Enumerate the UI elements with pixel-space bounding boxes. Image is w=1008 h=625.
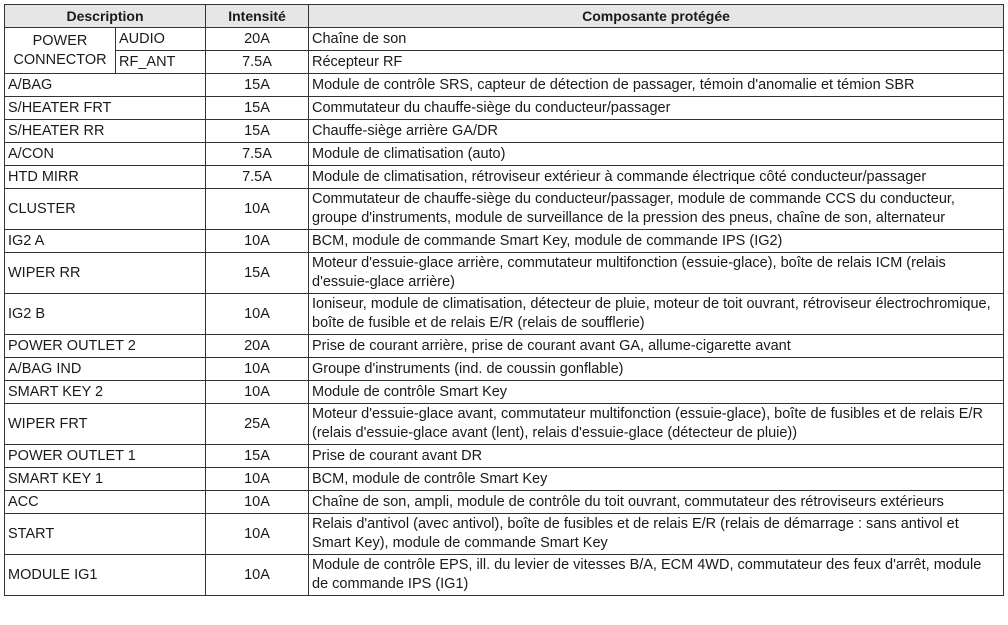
- amperage-cell: 20A: [206, 28, 309, 51]
- description-cell: CLUSTER: [5, 189, 206, 230]
- power-connector-label-line2: CONNECTOR: [13, 51, 107, 68]
- amperage-cell: 15A: [206, 253, 309, 294]
- component-cell: Chaîne de son: [309, 28, 1004, 51]
- component-cell: Groupe d'instruments (ind. de coussin gonflable): [309, 358, 1004, 381]
- component-cell: Commutateur de chauffe-siège du conducteur/passager, module de commande CCS du conducteur, groupe d'instruments, module de surveillance de la pression des pneus, chaîne de son, alternateur: [309, 189, 1004, 230]
- table-row: [5, 445, 1004, 468]
- component-cell: BCM, module de contrôle Smart Key: [309, 468, 1004, 491]
- component-cell: Prise de courant arrière, prise de courant avant GA, allume-cigarette avant: [309, 335, 1004, 358]
- component-cell: Récepteur RF: [309, 51, 1004, 74]
- header-description: Description: [5, 5, 206, 28]
- table-row: [5, 253, 1004, 294]
- description-cell: POWER OUTLET 1: [5, 445, 206, 468]
- description-cell: IG2 B: [5, 294, 206, 335]
- table-row: [5, 468, 1004, 491]
- table-row: [5, 404, 1004, 445]
- amperage-cell: 10A: [206, 358, 309, 381]
- description-cell: ACC: [5, 491, 206, 514]
- component-cell: Module de contrôle Smart Key: [309, 381, 1004, 404]
- amperage-cell: 15A: [206, 97, 309, 120]
- table-row: [5, 555, 1004, 596]
- description-cell: HTD MIRR: [5, 166, 206, 189]
- description-cell: S/HEATER FRT: [5, 97, 206, 120]
- component-cell: Moteur d'essuie-glace arrière, commutateur multifonction (essuie-glace), boîte de relais ICM (relais d'essuie-glace arrière): [309, 253, 1004, 294]
- description-cell: A/CON: [5, 143, 206, 166]
- power-connector-sub-label: RF_ANT: [116, 51, 206, 74]
- component-cell: Ioniseur, module de climatisation, détecteur de pluie, moteur de toit ouvrant, rétroviseur électrochromique, boîte de fusible et de relais E/R (relais de soufflerie): [309, 294, 1004, 335]
- component-cell: Module de contrôle SRS, capteur de détection de passager, témoin d'anomalie et témion SBR: [309, 74, 1004, 97]
- fuse-table: [4, 4, 1004, 596]
- power-connector-label-line1: POWER: [32, 32, 88, 49]
- description-cell: A/BAG IND: [5, 358, 206, 381]
- description-cell: IG2 A: [5, 230, 206, 253]
- amperage-cell: 20A: [206, 335, 309, 358]
- amperage-cell: 10A: [206, 514, 309, 555]
- amperage-cell: 15A: [206, 120, 309, 143]
- description-cell: START: [5, 514, 206, 555]
- table-row: [5, 189, 1004, 230]
- table-row: [5, 514, 1004, 555]
- table-row: [5, 294, 1004, 335]
- table-row: [5, 491, 1004, 514]
- amperage-cell: 10A: [206, 381, 309, 404]
- amperage-cell: 10A: [206, 555, 309, 596]
- component-cell: Module de climatisation (auto): [309, 143, 1004, 166]
- amperage-cell: 10A: [206, 230, 309, 253]
- amperage-cell: 10A: [206, 468, 309, 491]
- table-row: [5, 166, 1004, 189]
- table-row: [5, 358, 1004, 381]
- description-cell: S/HEATER RR: [5, 120, 206, 143]
- amperage-cell: 10A: [206, 491, 309, 514]
- component-cell: Commutateur du chauffe-siège du conducteur/passager: [309, 97, 1004, 120]
- component-cell: Relais d'antivol (avec antivol), boîte de fusibles et de relais E/R (relais de démarrage : sans antivol et Smart Key), module de commande Smart Key: [309, 514, 1004, 555]
- component-cell: Chauffe-siège arrière GA/DR: [309, 120, 1004, 143]
- table-row: [5, 28, 1004, 51]
- component-cell: Moteur d'essuie-glace avant, commutateur multifonction (essuie-glace), boîte de fusibles et de relais E/R (relais d'essuie-glace avant (lent), relais d'essuie-glace (détecteur de pluie)): [309, 404, 1004, 445]
- description-cell: POWER OUTLET 2: [5, 335, 206, 358]
- description-cell: SMART KEY 1: [5, 468, 206, 491]
- table-header-row: [5, 5, 1004, 28]
- component-cell: Module de contrôle EPS, ill. du levier de vitesses B/A, ECM 4WD, commutateur des feux d'arrêt, module de commande IPS (IG1): [309, 555, 1004, 596]
- amperage-cell: 10A: [206, 294, 309, 335]
- table-row: [5, 381, 1004, 404]
- component-cell: Module de climatisation, rétroviseur extérieur à commande électrique côté conducteur/passager: [309, 166, 1004, 189]
- amperage-cell: 15A: [206, 74, 309, 97]
- component-cell: Prise de courant avant DR: [309, 445, 1004, 468]
- amperage-cell: 15A: [206, 445, 309, 468]
- amperage-cell: 7.5A: [206, 51, 309, 74]
- table-row: [5, 97, 1004, 120]
- amperage-cell: 7.5A: [206, 143, 309, 166]
- description-cell: SMART KEY 2: [5, 381, 206, 404]
- table-row: [5, 51, 1004, 74]
- table-row: [5, 120, 1004, 143]
- amperage-cell: 7.5A: [206, 166, 309, 189]
- component-cell: BCM, module de commande Smart Key, module de commande IPS (IG2): [309, 230, 1004, 253]
- description-cell: MODULE IG1: [5, 555, 206, 596]
- power-connector-sub-label: AUDIO: [116, 28, 206, 51]
- table-row: [5, 74, 1004, 97]
- component-cell: Chaîne de son, ampli, module de contrôle du toit ouvrant, commutateur des rétroviseurs extérieurs: [309, 491, 1004, 514]
- power-connector-label: [5, 28, 116, 74]
- table-row: [5, 335, 1004, 358]
- amperage-cell: 25A: [206, 404, 309, 445]
- table-row: [5, 143, 1004, 166]
- table-row: [5, 230, 1004, 253]
- amperage-cell: 10A: [206, 189, 309, 230]
- header-composante: Composante protégée: [309, 5, 1004, 28]
- description-cell: WIPER FRT: [5, 404, 206, 445]
- description-cell: WIPER RR: [5, 253, 206, 294]
- description-cell: A/BAG: [5, 74, 206, 97]
- header-intensite: Intensité: [206, 5, 309, 28]
